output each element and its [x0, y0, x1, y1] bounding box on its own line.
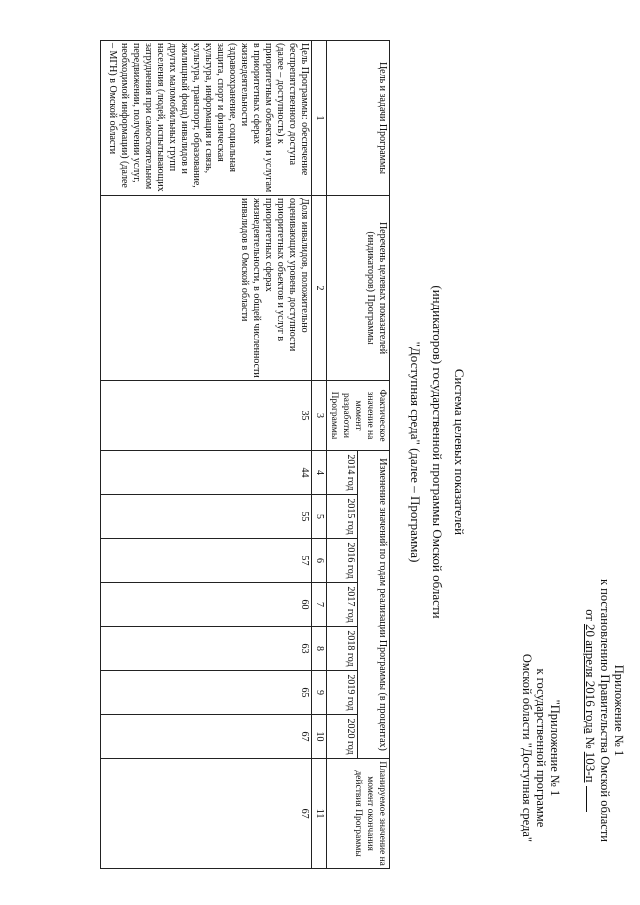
header-planned: Планируемое значение на момент окончания действия Программы [327, 759, 390, 869]
column-number: 8 [312, 627, 327, 671]
column-number: 5 [312, 495, 327, 539]
column-number: 4 [312, 451, 327, 495]
indicator-cell: Доля инвалидов, положительно оценивающих уровень доступности приоритетных объектов и услуг в приоритетных сферах жизнедеятельности, в общей численности инвалидов в Омской области [101, 196, 312, 381]
header-year: 2018 год [327, 627, 359, 671]
blank-underline [586, 786, 598, 812]
column-number: 3 [312, 381, 327, 451]
program-appendix-label: "Приложение № 1 [548, 699, 562, 797]
table-header-row [358, 41, 390, 869]
header-change: Изменение значений по годам реализации Программы (в процентах) [358, 451, 390, 759]
column-number-row [312, 41, 327, 869]
title-line: Система целевых показателей [452, 368, 467, 536]
column-number: 9 [312, 671, 327, 715]
year-value-cell: 55 [101, 495, 312, 539]
year-value-cell: 65 [101, 671, 312, 715]
goal-cell: Цель Программы: обеспечение беспрепятственного доступа (далее – доступность) к приоритетным объектам и услугам в приоритетных сферах жизнедеятельности (здравоохранение, социальная защита, спорт и физическая культура, информация и связь, культура, транспорт, образование, жилищный фонд) инвалидов и других маломобильных групп населения (людей, испытывающих затруднения при самостоятельном передвижении, получении услуг, необходимой информации) (далее – МГН) в Омской области [101, 41, 312, 196]
header-year: 2020 год [327, 715, 359, 759]
year-value-cell: 67 [101, 715, 312, 759]
planned-value-cell: 67 [101, 759, 312, 869]
indicators-table [100, 40, 390, 869]
header-year: 2019 год [327, 671, 359, 715]
column-number: 11 [312, 759, 327, 869]
year-value-cell: 60 [101, 583, 312, 627]
decree-line: к постановлению Правительства Омской области [598, 578, 612, 842]
decree-number: 103-п [583, 751, 598, 783]
year-value-cell: 57 [101, 539, 312, 583]
header-goal: Цель и задачи Программы [327, 41, 390, 196]
header-year: 2015 год [327, 495, 359, 539]
program-header-line: к государственной программе [534, 668, 548, 828]
header-actual: Фактическое значение на момент разработки Программы [327, 381, 390, 451]
decree-appendix-header [583, 579, 626, 842]
title-line: (индикаторов) государственной программы Омской области [430, 285, 445, 619]
column-number: 7 [312, 583, 327, 627]
document-title [404, 172, 470, 732]
header-indicators: Перечень целевых показателей (индикаторов) Программы [327, 196, 390, 381]
program-appendix-header [520, 654, 562, 842]
header-year: 2014 год [327, 451, 359, 495]
column-number: 2 [312, 196, 327, 381]
year-value-cell: 44 [101, 451, 312, 495]
rotated-landscape-content [40, 22, 640, 882]
column-number: 1 [312, 41, 327, 196]
title-line: "Доступная среда" (далее – Программа) [408, 341, 423, 563]
actual-value-cell: 35 [101, 381, 312, 451]
table-row [101, 41, 312, 869]
decree-date: 20 апреля 2016 года [583, 623, 598, 734]
header-year: 2017 год [327, 583, 359, 627]
appendix-label: Приложение № 1 [612, 664, 626, 757]
decree-date-line: от 20 апреля 2016 года № 103-п [583, 579, 598, 842]
year-value-cell: 63 [101, 627, 312, 671]
column-number: 6 [312, 539, 327, 583]
column-number: 10 [312, 715, 327, 759]
header-year: 2016 год [327, 539, 359, 583]
program-header-line: Омской области "Доступная среда" [520, 653, 534, 842]
